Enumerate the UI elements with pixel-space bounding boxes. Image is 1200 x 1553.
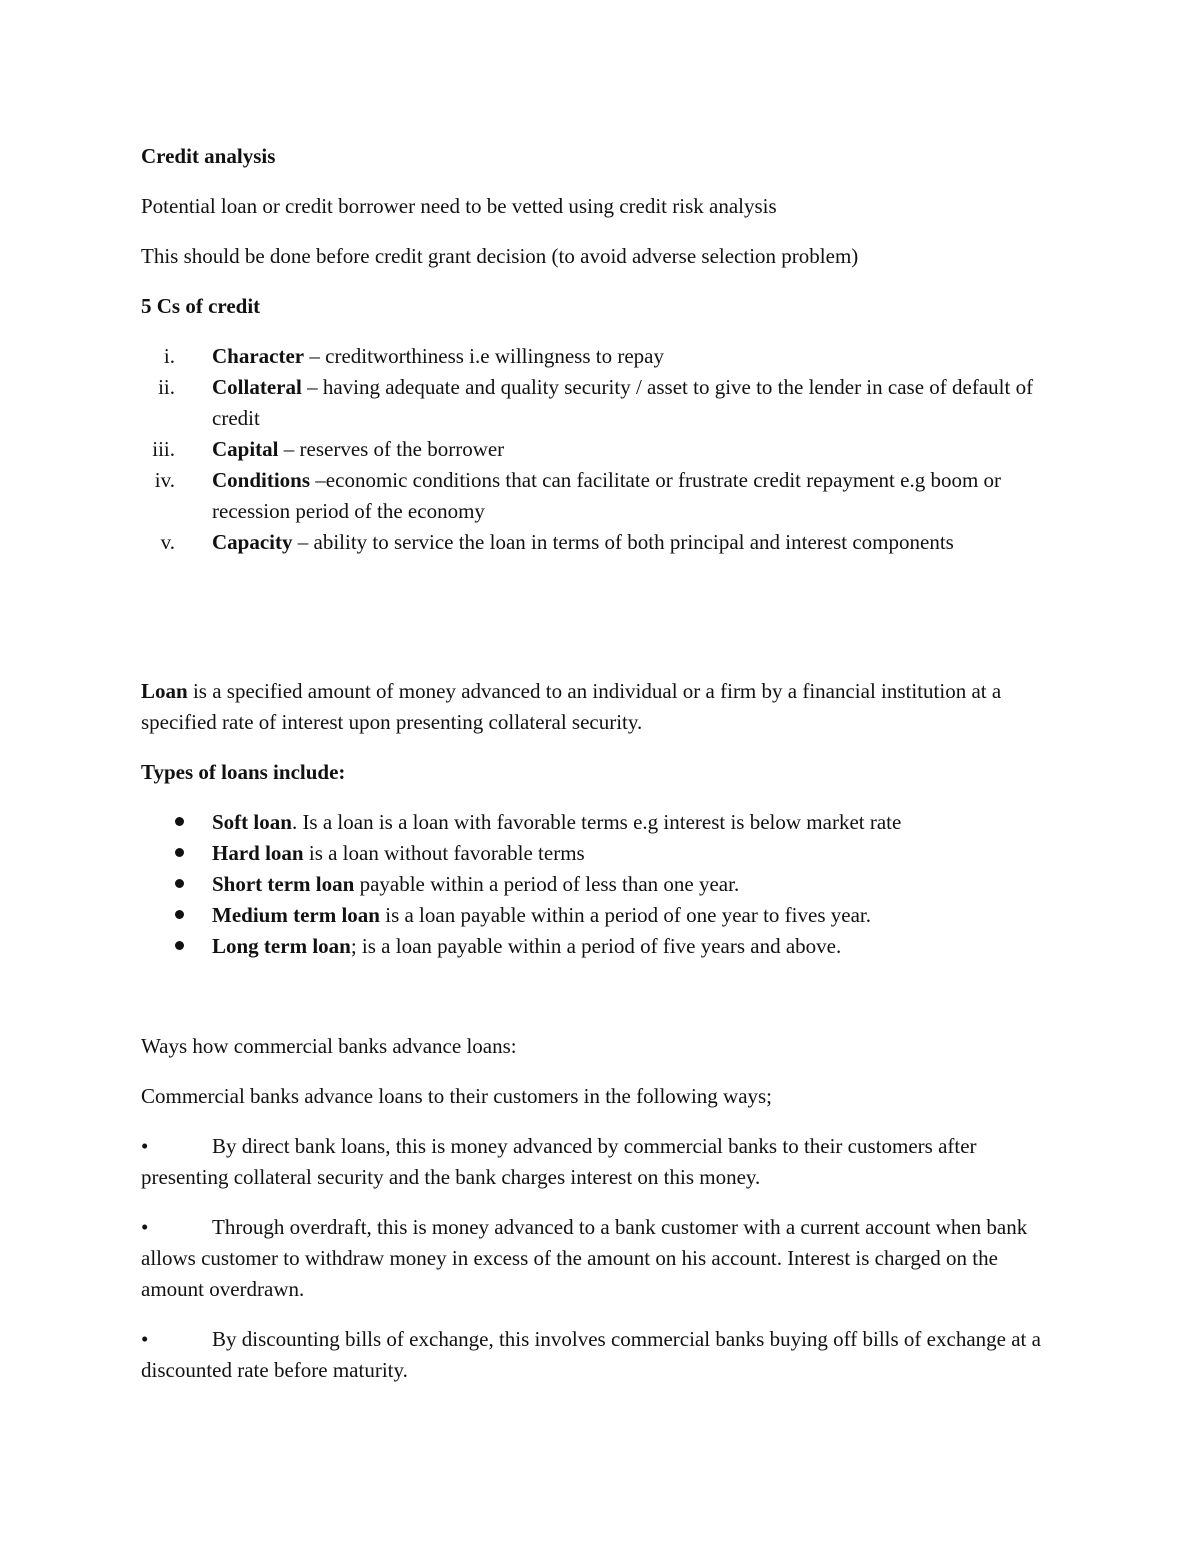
list-number: i.	[163, 344, 175, 368]
definition: – creditworthiness i.e willingness to repay	[304, 344, 664, 368]
term: Character	[212, 344, 305, 368]
list-item	[141, 807, 1051, 838]
definition: – ability to service the loan in terms of both principal and interest components	[292, 530, 954, 554]
bullet-icon	[175, 941, 184, 950]
list-item	[141, 869, 1051, 900]
term: Conditions	[212, 468, 311, 492]
list-item	[141, 341, 1051, 372]
list-item	[141, 372, 1051, 434]
list-item	[141, 931, 1051, 962]
list-item	[141, 527, 1051, 558]
ways-item	[141, 1131, 1051, 1193]
definition: – reserves of the borrower	[278, 437, 505, 461]
term: Capacity	[212, 530, 293, 554]
term: Short term loan	[212, 872, 355, 896]
intro-paragraph-1: Potential loan or credit borrower need to be vetted using credit risk analysis	[141, 194, 777, 218]
term: Soft loan	[212, 810, 292, 834]
ways-item-text: By discounting bills of exchange, this involves commercial banks buying off bills of exchange at a discounted rate before maturity.	[141, 1327, 1041, 1382]
ways-heading: Ways how commercial banks advance loans:	[141, 1034, 517, 1058]
list-item	[141, 838, 1051, 869]
definition: ; is a loan payable within a period of five years and above.	[350, 934, 842, 958]
document-title: Credit analysis	[141, 144, 276, 168]
term: Long term loan	[212, 934, 351, 958]
ways-item	[141, 1324, 1051, 1386]
bullet-icon	[175, 910, 184, 919]
five-cs-heading: 5 Cs of credit	[141, 294, 261, 318]
definition: –economic conditions that can facilitate or frustrate credit repayment e.g boom or recession period of the economy	[212, 468, 1002, 523]
ways-item-text: By direct bank loans, this is money advanced by commercial banks to their customers after presenting collateral security and the bank charges interest on this money.	[141, 1134, 977, 1189]
bullet-icon	[175, 848, 184, 857]
definition: is a loan payable within a period of one year to fives year.	[379, 903, 871, 927]
document-body	[141, 141, 1051, 1386]
five-cs-list	[141, 341, 1051, 558]
ways-intro: Commercial banks advance loans to their customers in the following ways;	[141, 1084, 773, 1108]
list-item	[141, 465, 1051, 527]
definition: – having adequate and quality security / asset to give to the lender in case of default of credit	[212, 375, 1034, 430]
term: Capital	[212, 437, 279, 461]
list-item	[141, 900, 1051, 931]
list-number: v.	[160, 530, 175, 554]
term: Loan	[141, 679, 188, 703]
definition: is a specified amount of money advanced to an individual or a firm by a financial institution at a specified rate of interest upon presenting collateral security.	[141, 679, 1002, 734]
term: Collateral	[212, 375, 302, 399]
loan-types-list	[141, 807, 1051, 962]
list-item	[141, 434, 1051, 465]
bullet-icon: •	[141, 1134, 149, 1158]
bullet-icon	[175, 879, 184, 888]
intro-paragraph-2: This should be done before credit grant decision (to avoid adverse selection problem)	[141, 244, 859, 268]
definition: payable within a period of less than one year.	[354, 872, 740, 896]
definition: . Is a loan is a loan with favorable terms e.g interest is below market rate	[291, 810, 902, 834]
bullet-icon: •	[141, 1215, 149, 1239]
bullet-icon	[175, 817, 184, 826]
list-number: iv.	[154, 468, 175, 492]
loan-definition	[141, 676, 1051, 738]
ways-item	[141, 1212, 1051, 1305]
ways-item-text: Through overdraft, this is money advanced to a bank customer with a current account when bank allows customer to withdraw money in excess of the amount on his account. Interest is charged on the amount overdrawn.	[141, 1215, 1028, 1301]
term: Hard loan	[212, 841, 304, 865]
list-number: iii.	[152, 437, 175, 461]
definition: is a loan without favorable terms	[303, 841, 585, 865]
list-number: ii.	[158, 375, 175, 399]
loan-types-heading: Types of loans include:	[141, 760, 346, 784]
bullet-icon: •	[141, 1327, 149, 1351]
term: Medium term loan	[212, 903, 380, 927]
